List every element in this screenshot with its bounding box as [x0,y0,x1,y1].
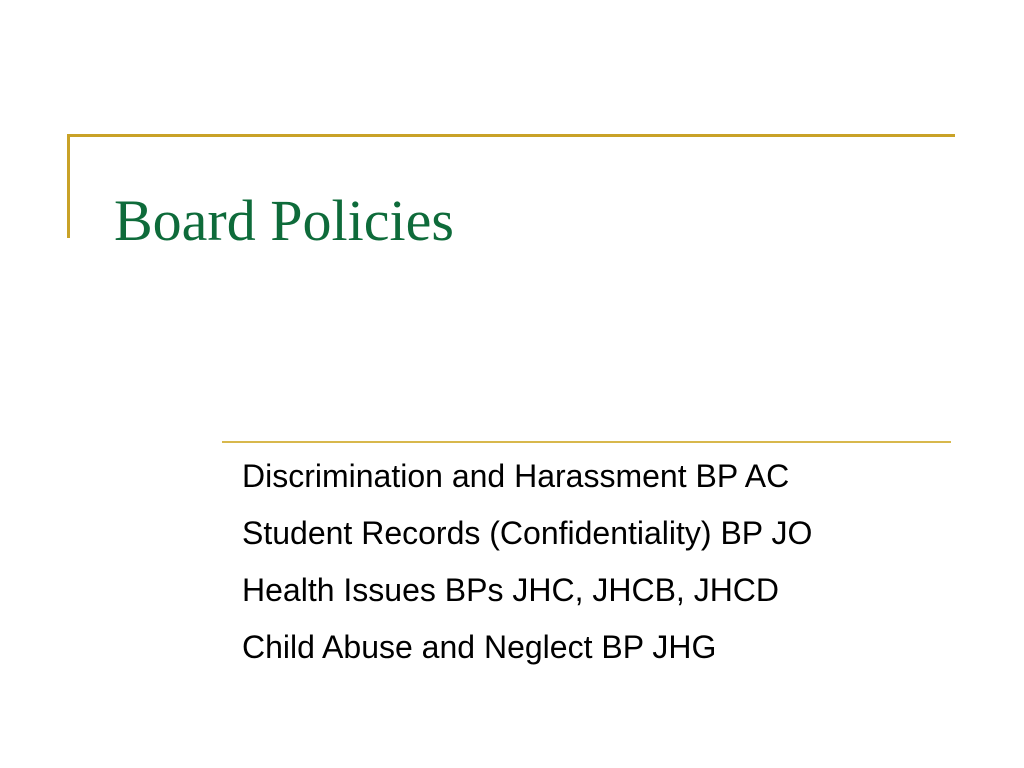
bullet-list [242,448,812,676]
bullet-item: Child Abuse and Neglect BP JHG [242,629,717,665]
bullet-item: Health Issues BPs JHC, JHCB, JHCD [242,572,780,608]
content-divider-rule [222,441,951,443]
top-accent-rule [67,134,955,137]
left-accent-rule [67,134,70,238]
bullet-item: Discrimination and Harassment BP AC [242,458,790,494]
slide-title: Board Policies [114,188,454,253]
bullet-item: Student Records (Confidentiality) BP JO [242,515,813,551]
